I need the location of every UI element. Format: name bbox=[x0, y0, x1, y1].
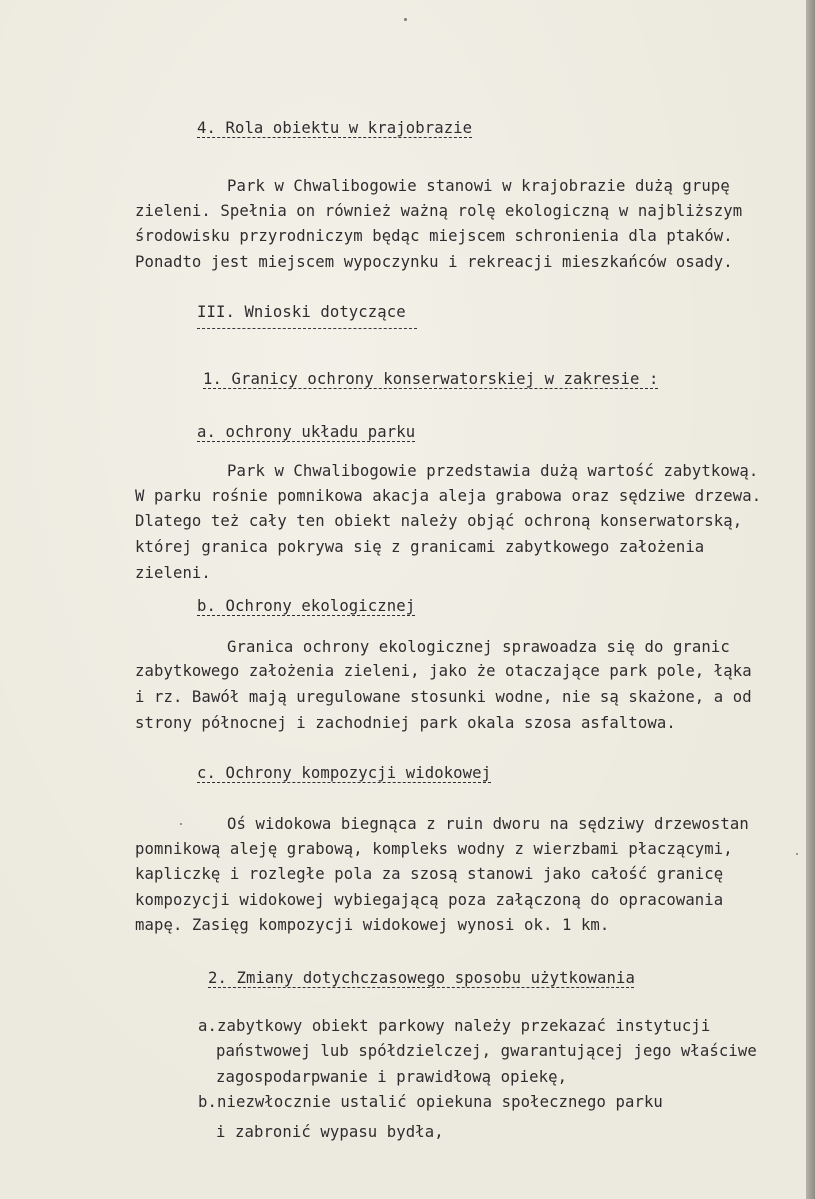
page-edge-shadow bbox=[806, 0, 815, 1199]
list-item-line: zagospodarpwanie i prawidłową opiekę, bbox=[216, 1068, 568, 1086]
paragraph-line: Granica ochrony ekologicznej sprawoadza się do granic bbox=[227, 638, 730, 656]
list-item-line: a.zabytkowy obiekt parkowy należy przekazać instytucji bbox=[198, 1017, 711, 1035]
paragraph-line: zieleni. Spełnia on również ważną rolę ekologiczną w najbliższym bbox=[135, 202, 743, 220]
paragraph-line: środowisku przyrodniczym będąc miejscem schronienia dla ptaków. bbox=[135, 227, 733, 245]
subsection-heading-ecological: b. Ochrony ekologicznej bbox=[197, 597, 416, 615]
list-item-line: państwowej lub spółdzielczej, gwarantującej jego właściwe bbox=[216, 1042, 757, 1060]
section-heading-usage-changes: 2. Zmiany dotychczasowego sposobu użytkowania bbox=[208, 969, 635, 987]
paper-speck bbox=[180, 823, 182, 825]
paragraph-line: kompozycji widokowej wybiegającą poza załączoną do opracowania bbox=[135, 891, 724, 909]
list-item-line: b.niezwłocznie ustalić opiekuna społecznego parku bbox=[198, 1093, 663, 1111]
paragraph-line: Park w Chwalibogowie stanowi w krajobrazie dużą grupę bbox=[227, 177, 730, 195]
paragraph-line: Oś widokowa biegnąca z ruin dworu na sędziwy drzewostan bbox=[227, 815, 749, 833]
paragraph-line: pomnikową aleję grabową, kompleks wodny z wierzbami płaczącymi, bbox=[135, 840, 733, 858]
paragraph-line: mapę. Zasięg kompozycji widokowej wynosi ok. 1 km. bbox=[135, 916, 610, 934]
paragraph-line: kapliczkę i rozległe pola za szosą stanowi jako całość granicę bbox=[135, 865, 724, 883]
subsection-heading-view-composition: c. Ochrony kompozycji widokowej bbox=[197, 764, 492, 782]
subsection-heading-layout: a. ochrony układu parku bbox=[197, 423, 416, 441]
section-heading-boundaries: 1. Granicy ochrony konserwatorskiej w zakresie : bbox=[203, 370, 659, 388]
paper-speck bbox=[796, 853, 798, 855]
paragraph-line: zieleni. bbox=[135, 564, 211, 582]
paragraph-line: Ponadto jest miejscem wypoczynku i rekreacji mieszkańców osady. bbox=[135, 253, 733, 271]
paragraph-line: strony północnej i zachodniej park okala szosa asfaltowa. bbox=[135, 714, 676, 732]
paragraph-line: W parku rośnie pomnikowa akacja aleja grabowa oraz sędziwe drzewa. bbox=[135, 487, 762, 505]
paragraph-line: Dlatego też cały ten obiekt należy objąć ochroną konserwatorską, bbox=[135, 512, 743, 530]
paragraph-line: zabytkowego założenia zieleni, jako że otaczające park pole, łąka bbox=[135, 662, 752, 680]
section-heading-role: 4. Rola obiektu w krajobrazie bbox=[197, 119, 473, 137]
paragraph-line: której granica pokrywa się z granicami zabytkowego założenia bbox=[135, 538, 705, 556]
section-heading-conclusions: III. Wnioski dotyczące bbox=[197, 303, 406, 321]
paragraph-line: i rz. Bawół mają uregulowane stosunki wodne, nie są skażone, a od bbox=[135, 688, 752, 706]
paragraph-line: Park w Chwalibogowie przedstawia dużą wartość zabytkową. bbox=[227, 462, 759, 480]
heading-underline bbox=[197, 328, 417, 329]
list-item-line: i zabronić wypasu bydła, bbox=[216, 1123, 444, 1141]
paper-speck bbox=[404, 18, 407, 21]
